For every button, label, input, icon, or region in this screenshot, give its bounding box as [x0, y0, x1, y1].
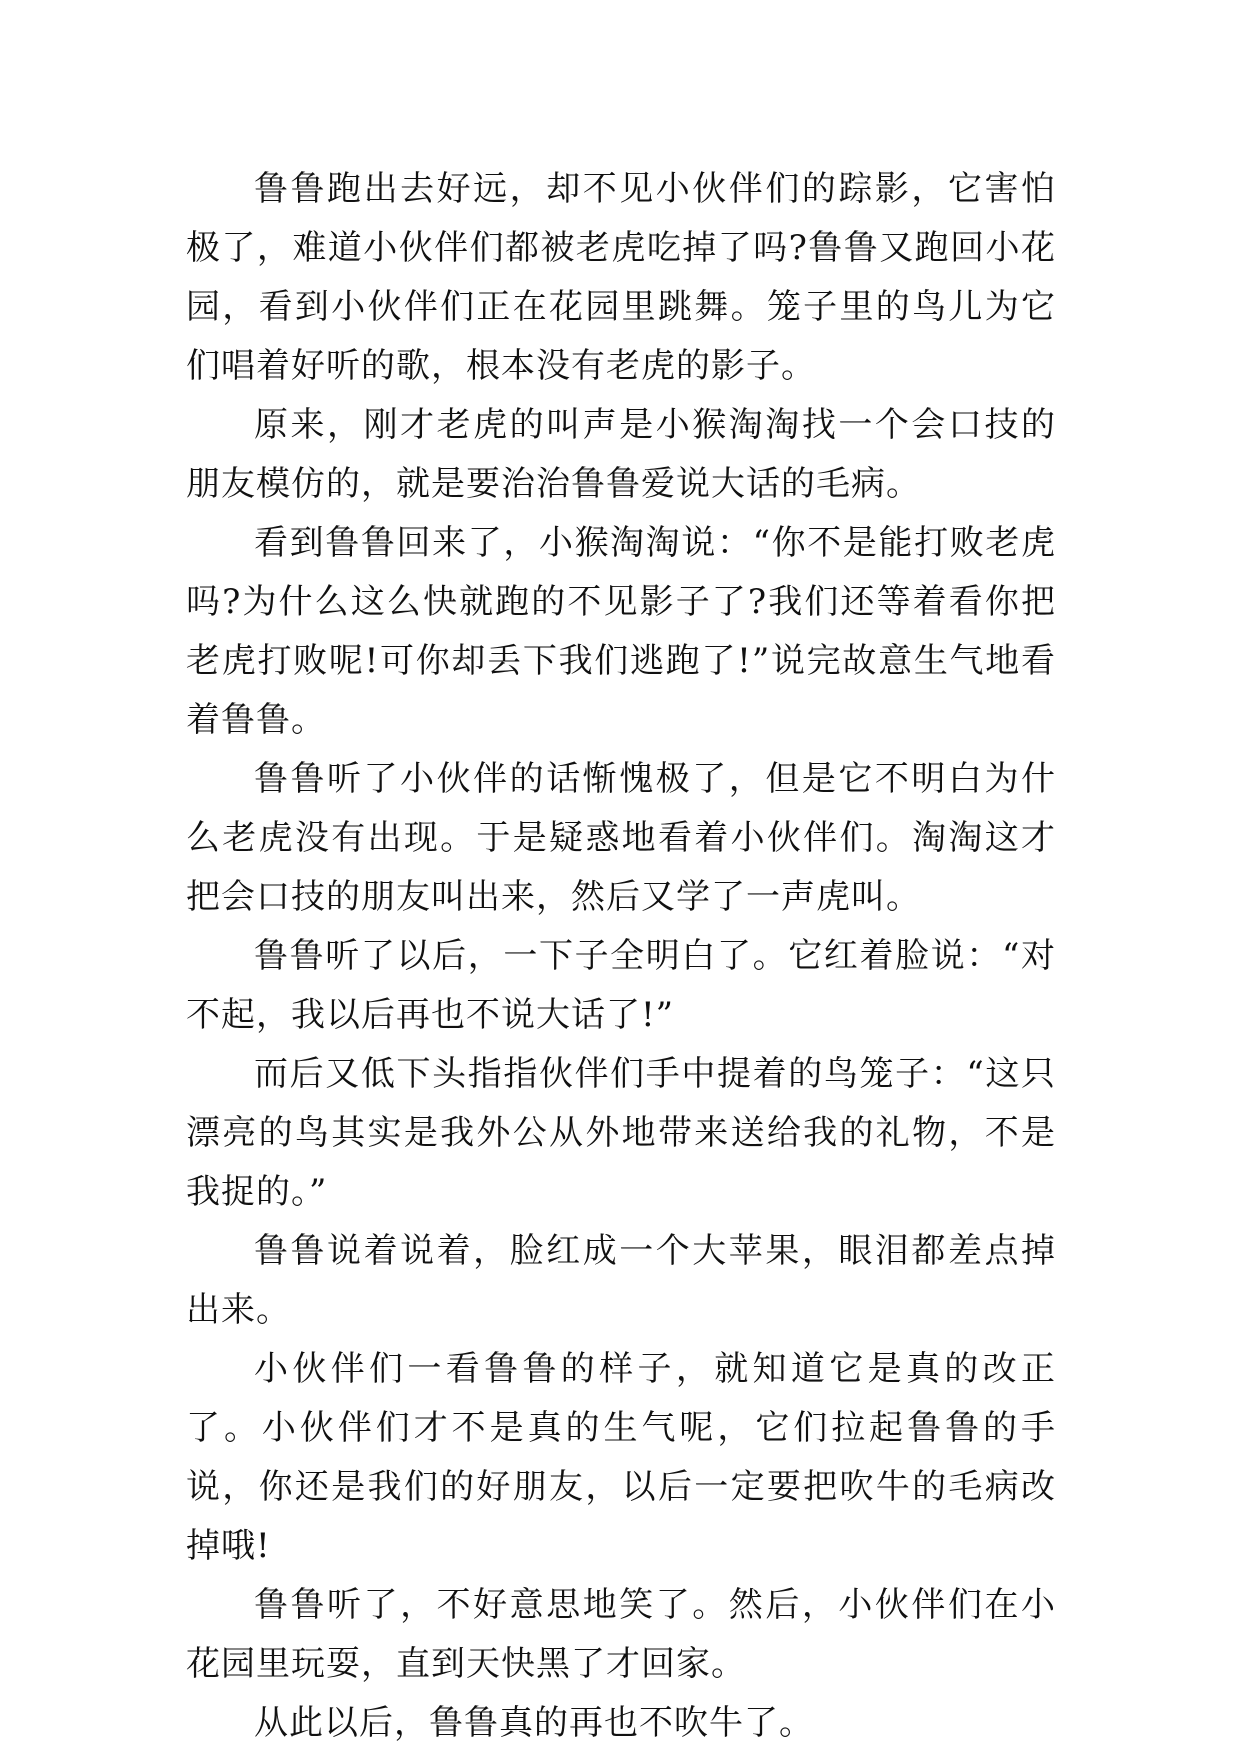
- paragraph-7: 鲁鲁说着说着，脸红成一个大苹果，眼泪都差点掉出来。: [186, 1231, 1056, 1330]
- paragraph-1: 鲁鲁跑出去好远，却不见小伙伴们的踪影，它害怕极了，难道小伙伴们都被老虎吃掉了吗?鲁鲁又跑回小花园，看到小伙伴们正在花园里跳舞。笼子里的鸟儿为它们唱着好听的歌，根本没有老虎的影子。: [186, 169, 1056, 386]
- paragraph-2: 原来，刚才老虎的叫声是小猴淘淘找一个会口技的朋友模仿的，就是要治治鲁鲁爱说大话的毛病。: [186, 405, 1056, 504]
- paragraph-9: 鲁鲁听了，不好意思地笑了。然后，小伙伴们在小花园里玩耍，直到天快黑了才回家。: [186, 1585, 1056, 1684]
- paragraph-10: 从此以后，鲁鲁真的再也不吹牛了。: [254, 1703, 814, 1743]
- paragraph-6: 而后又低下头指指伙伴们手中提着的鸟笼子：“这只漂亮的鸟其实是我外公从外地带来送给我的礼物，不是我捉的。”: [186, 1054, 1056, 1212]
- paragraph-8: 小伙伴们一看鲁鲁的样子，就知道它是真的改正了。小伙伴们才不是真的生气呢，它们拉起鲁鲁的手说，你还是我们的好朋友，以后一定要把吹牛的毛病改掉哦!: [186, 1349, 1056, 1566]
- story-text: [186, 160, 1056, 1753]
- paragraph-4: 鲁鲁听了小伙伴的话惭愧极了，但是它不明白为什么老虎没有出现。于是疑惑地看着小伙伴们。淘淘这才把会口技的朋友叫出来，然后又学了一声虎叫。: [186, 759, 1056, 917]
- paragraph-5: 鲁鲁听了以后，一下子全明白了。它红着脸说：“对不起，我以后再也不说大话了!”: [186, 936, 1056, 1035]
- paragraph-3: 看到鲁鲁回来了，小猴淘淘说：“你不是能打败老虎吗?为什么这么快就跑的不见影子了?我们还等着看你把老虎打败呢!可你却丢下我们逃跑了!”说完故意生气地看着鲁鲁。: [186, 523, 1056, 740]
